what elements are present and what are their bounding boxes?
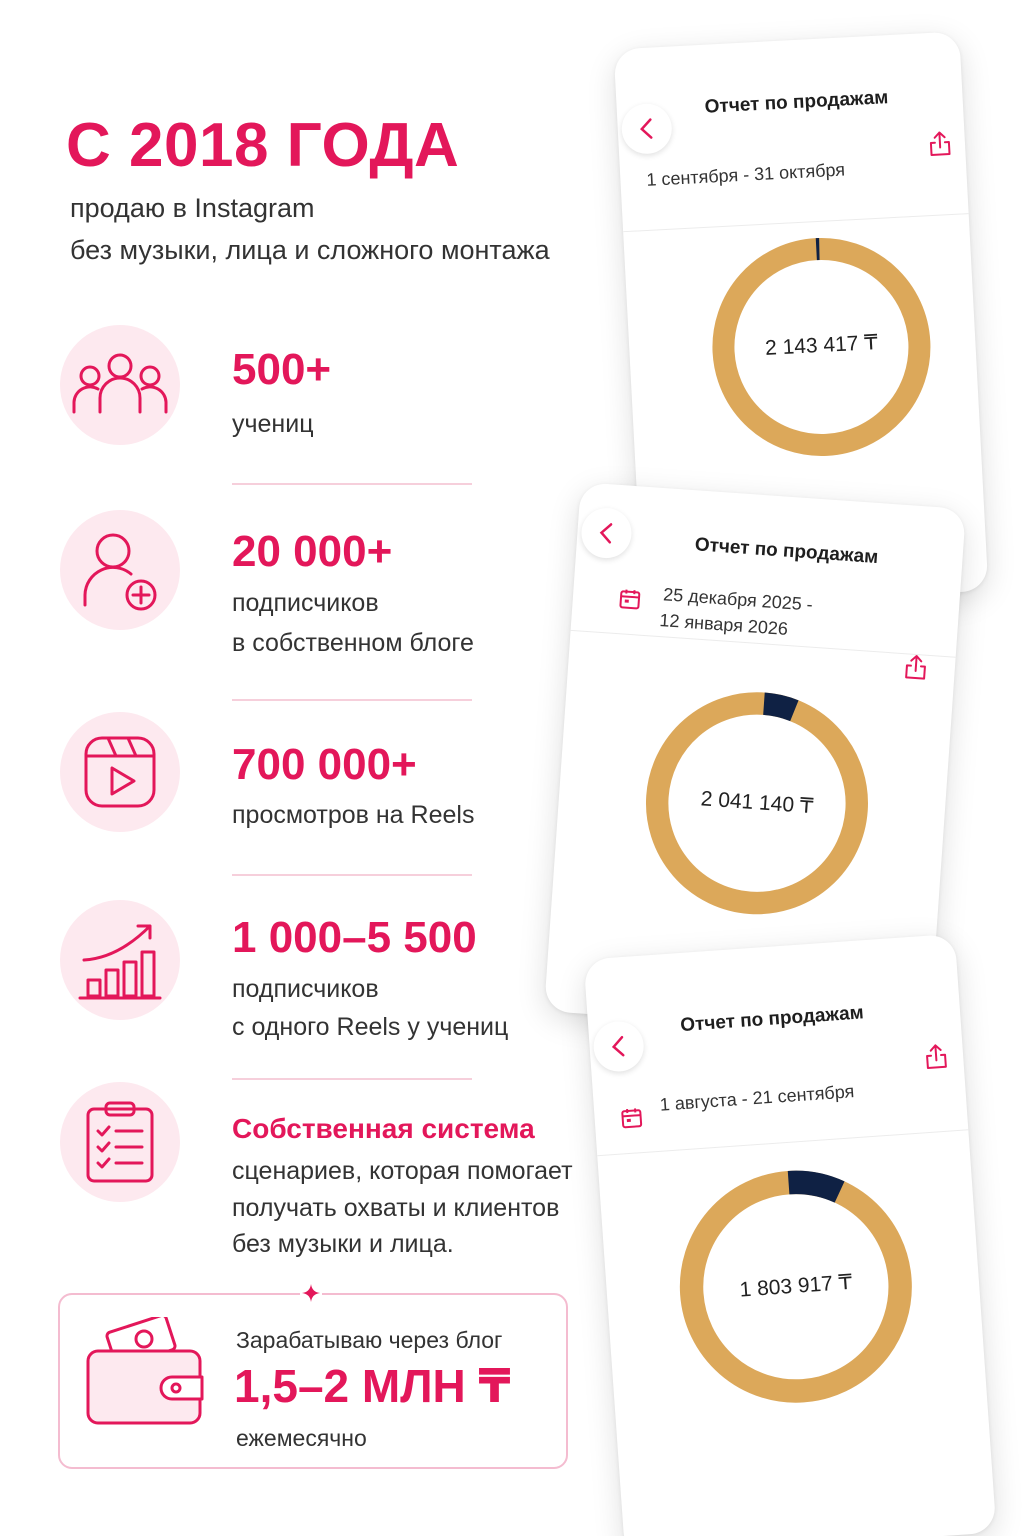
stat-text-views: просмотров на Reels [232, 801, 475, 829]
stat-text-per-reels-1: подписчиков [232, 975, 379, 1003]
add-user-icon [60, 510, 180, 630]
sparkle-icon [300, 1282, 322, 1304]
checklist-icon [60, 1082, 180, 1202]
stat-text-followers-1: подписчиков [232, 589, 379, 617]
subtitle-line-2: без музыки, лица и сложного монтажа [70, 235, 550, 265]
report-period: 1 августа - 21 сентября [659, 1081, 855, 1115]
system-line-3: без музыки и лица. [232, 1230, 454, 1258]
earnings-value: 1,5–2 МЛН ₸ [234, 1360, 511, 1412]
report-total: 2 041 140 ₸ [700, 787, 815, 819]
stat-value-per-reels: 1 000–5 500 [232, 913, 477, 962]
separator [597, 1129, 968, 1156]
share-icon[interactable] [904, 653, 928, 685]
report-total: 1 803 917 ₸ [738, 1270, 853, 1302]
divider [232, 699, 472, 701]
divider [232, 1078, 472, 1080]
report-title: Отчет по продажам [694, 534, 879, 569]
report-total: 2 143 417 ₸ [764, 331, 879, 360]
earnings-bottom-text: ежемесячно [236, 1425, 367, 1451]
report-period: 25 декабря 2025 - [662, 584, 814, 615]
system-line-2: получать охваты и клиентов [232, 1194, 560, 1222]
stat-text-followers-2: в собственном блоге [232, 629, 474, 657]
stat-value-followers: 20 000+ [232, 527, 393, 576]
separator [623, 213, 969, 232]
divider [232, 874, 472, 876]
report-period: 1 сентября - 31 октября [645, 159, 846, 190]
subtitle-line-1: продаю в Instagram [70, 193, 315, 223]
growth-chart-icon [60, 900, 180, 1020]
report-period-line-2: 12 января 2026 [658, 610, 789, 639]
stat-value-views: 700 000+ [232, 740, 417, 789]
report-title: Отчет по продажам [704, 87, 889, 118]
stat-text-per-reels-2: с одного Reels у учениц [232, 1013, 509, 1041]
sales-report-card-3 [584, 934, 997, 1536]
calendar-icon[interactable] [618, 587, 642, 615]
stat-text-students: учениц [232, 410, 314, 438]
earnings-box [58, 1293, 568, 1469]
system-title: Собственная система [232, 1113, 535, 1144]
stat-value-students: 500+ [232, 345, 332, 394]
system-line-1: сценариев, которая помогает [232, 1157, 573, 1185]
back-button[interactable] [580, 506, 633, 559]
report-title: Отчет по продажам [679, 1002, 865, 1037]
divider [232, 483, 472, 485]
calendar-icon[interactable] [620, 1106, 644, 1134]
back-button[interactable] [592, 1020, 645, 1073]
earnings-top-text: Зарабатываю через блог [236, 1327, 503, 1353]
people-group-icon [60, 325, 180, 445]
reels-icon [60, 712, 180, 832]
back-button[interactable] [621, 103, 674, 156]
page-title: С 2018 ГОДА [66, 111, 460, 180]
share-icon[interactable] [924, 1043, 948, 1075]
wallet-icon [82, 1317, 212, 1432]
share-icon[interactable] [928, 130, 952, 162]
